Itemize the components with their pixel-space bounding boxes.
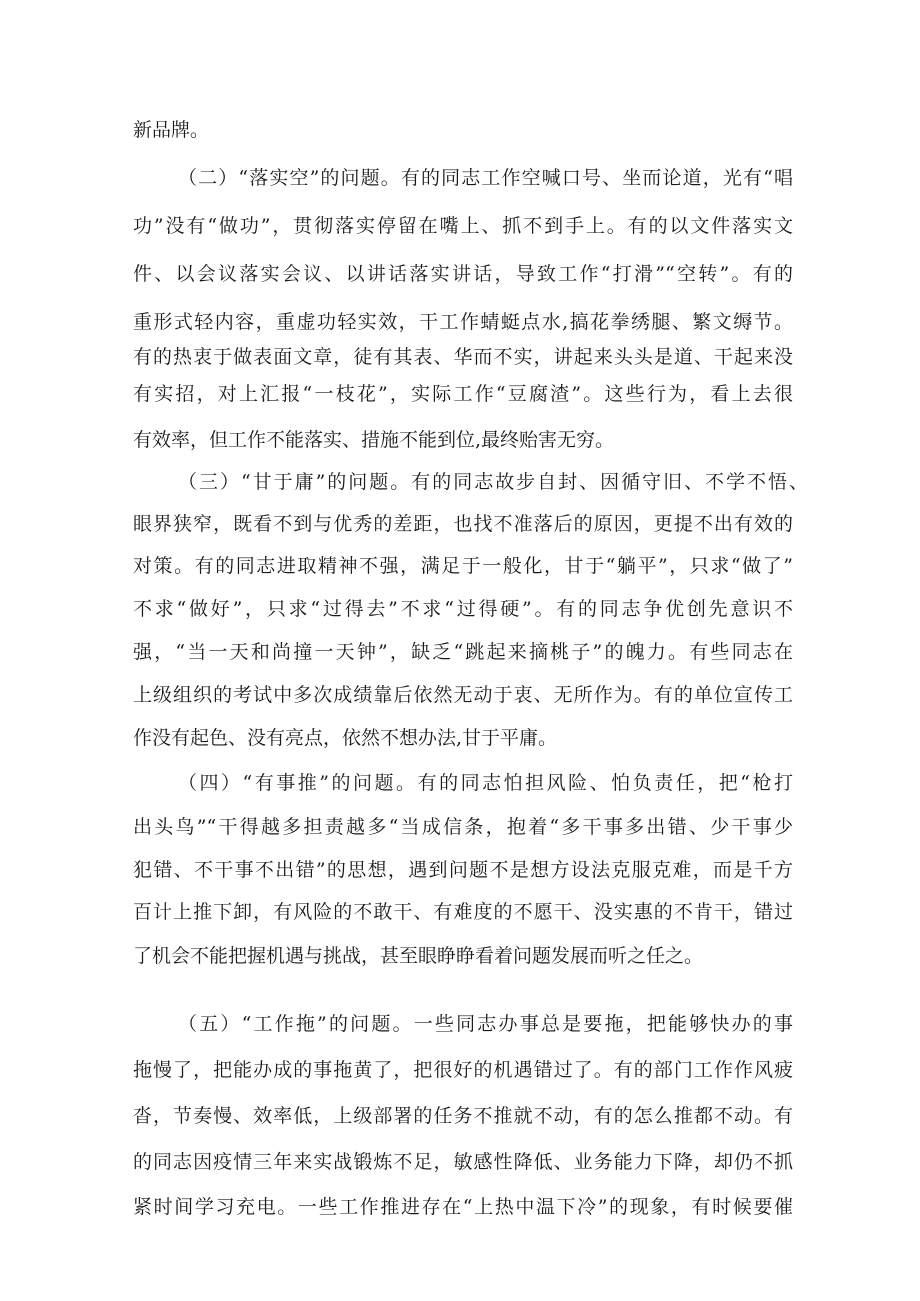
paragraph-3-heading-line: （三）“甘于庸”的问题。有的同志故步自封、因循守旧、不学不悟、 [178, 471, 808, 493]
text-line: 拖慢了，把能办成的事拖黄了，把很好的机遇错过了。有的部门工作作风疲 [133, 1059, 793, 1081]
paragraph-2-heading-line: （二）“落实空”的问题。有的同志工作空喊口号、坐而论道，光有“唱 [178, 167, 793, 189]
text-line: 沓，节奏慢、效率低，上级部署的任务不推就不动，有的怎么推都不动。有 [133, 1105, 793, 1127]
paragraph-4-heading-line: （四）“有事推”的问题。有的同志怕担风险、怕负责任，把“枪打 [178, 772, 793, 794]
text-line: 百计上推下卸，有风险的不敢干、有难度的不愿干、没实惠的不肯干，错过 [133, 901, 793, 923]
text-line: 有的热衷于做表面文章，徒有其表、华而不实，讲起来头头是道、干起来没 [133, 346, 793, 368]
text-line: 新品牌。 [133, 119, 210, 141]
text-line: 眼界狭窄，既看不到与优秀的差距，也找不准落后的原因，更提不出有效的 [133, 513, 793, 535]
text-line: 重形式轻内容，重虚功轻实效，干工作蜻蜓点水,搞花拳绣腿、繁文缛节。 [133, 311, 793, 333]
text-line: 的同志因疫情三年来实战锻炼不足，敏感性降低、业务能力下降，却仍不抓 [133, 1151, 793, 1173]
text-line: 犯错、不干事不出错”的思想，遇到问题不是想方设法克服克难，而是千方 [133, 859, 793, 881]
text-line: 强，“当一天和尚撞一天钟”，缺乏“跳起来摘桃子”的魄力。有些同志在 [133, 641, 793, 663]
text-line: 了机会不能把握机遇与挑战，甚至眼睁睁看着问题发展而听之任之。 [133, 945, 704, 967]
text-line: 件、以会议落实会议、以讲话落实讲话，导致工作“打滑”“空转”。有的 [133, 263, 793, 285]
text-line: 功”没有“做功”，贯彻落实停留在嘴上、抓不到手上。有的以文件落实文 [133, 215, 793, 237]
text-line: 紧时间学习充电。一些工作推进存在“上热中温下冷”的现象，有时候要催 [133, 1196, 793, 1218]
text-line: 出头鸟”“干得越多担责越多“当成信条，抱着“多干事多出错、少干事少 [133, 816, 793, 838]
text-line: 作没有起色、没有亮点，依然不想办法,甘于平庸。 [133, 727, 558, 749]
text-line: 有效率，但工作不能落实、措施不能到位,最终贻害无穷。 [133, 429, 615, 451]
text-line: 有实招，对上汇报“一枝花”，实际工作“豆腐渣”。这些行为，看上去很 [133, 383, 793, 405]
text-line: 上级组织的考试中多次成绩靠后依然无动于衷、无所作为。有的单位宣传工 [133, 684, 793, 706]
text-line: 对策。有的同志进取精神不强，满足于一般化，甘于“躺平”，只求“做了” [133, 555, 793, 577]
text-line: 不求“做好”，只求“过得去”不求“过得硬”。有的同志争优创先意识不 [133, 598, 793, 620]
paragraph-5-heading-line: （五）“工作拖”的问题。一些同志办事总是要拖，把能够快办的事 [178, 1013, 793, 1035]
